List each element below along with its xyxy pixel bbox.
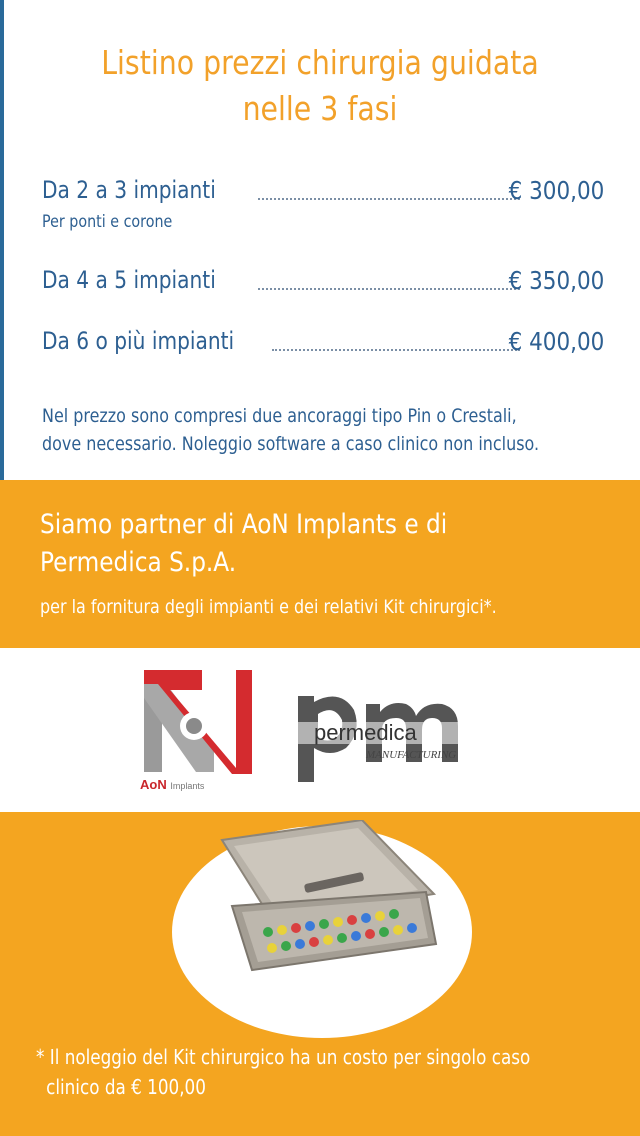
partner-title — [40, 506, 447, 582]
footnote-line-1: * Il noleggio del Kit chirurgico ha un costo per singolo caso — [36, 1045, 531, 1069]
title-line-1: Listino prezzi chirurgia guidata — [101, 43, 539, 82]
partner-logos — [0, 648, 640, 812]
price-note-line-1: Nel prezzo sono compresi due ancoraggi tipo Pin o Crestali, — [42, 405, 517, 427]
aon-brand-name: AoN — [140, 777, 167, 792]
partner-banner — [0, 480, 640, 648]
price-value: € 350,00 — [508, 266, 604, 295]
title-line-2: nelle 3 fasi — [242, 89, 398, 128]
price-row-label: Da 4 a 5 impianti — [42, 266, 216, 294]
aon-brand-text — [140, 777, 204, 792]
partner-title-line-2: Permedica S.p.A. — [40, 547, 237, 578]
price-value: € 300,00 — [508, 176, 604, 205]
pm-logo-text: permedica — [314, 720, 417, 745]
price-value: € 400,00 — [508, 327, 604, 356]
permedica-pm-icon — [296, 682, 496, 782]
permedica-logo — [296, 682, 496, 782]
partner-title-line-1: Siamo partner di AoN Implants e di — [40, 509, 448, 540]
aon-implants-logo — [140, 668, 254, 792]
price-row-2 — [42, 266, 604, 306]
price-row-3 — [42, 327, 604, 367]
dotted-leader — [258, 288, 520, 290]
kit-footnote — [36, 1042, 530, 1102]
surgical-kit-image — [212, 820, 442, 990]
dotted-leader — [258, 198, 520, 200]
dotted-leader — [272, 349, 520, 351]
price-row-label: Da 2 a 3 impianti — [42, 176, 216, 204]
aon-brand-sub: Implants — [170, 781, 205, 791]
price-list-title — [45, 40, 595, 132]
pm-logo-subtext: MANUFACTURING — [366, 749, 457, 761]
price-note-line-2: dove necessario. Noleggio software a caso clinico non incluso. — [42, 433, 540, 455]
price-note — [42, 402, 580, 458]
aon-n-mark-icon — [140, 668, 254, 776]
price-row-label: Da 6 o più impianti — [42, 327, 235, 355]
partner-subtitle: per la fornitura degli impianti e dei relativi Kit chirurgici*. — [40, 596, 497, 618]
price-row-1 — [42, 176, 604, 232]
footnote-line-2: clinico da € 100,00 — [46, 1075, 206, 1099]
price-row-note: Per ponti e corone — [42, 212, 173, 232]
kit-section — [0, 812, 640, 1136]
